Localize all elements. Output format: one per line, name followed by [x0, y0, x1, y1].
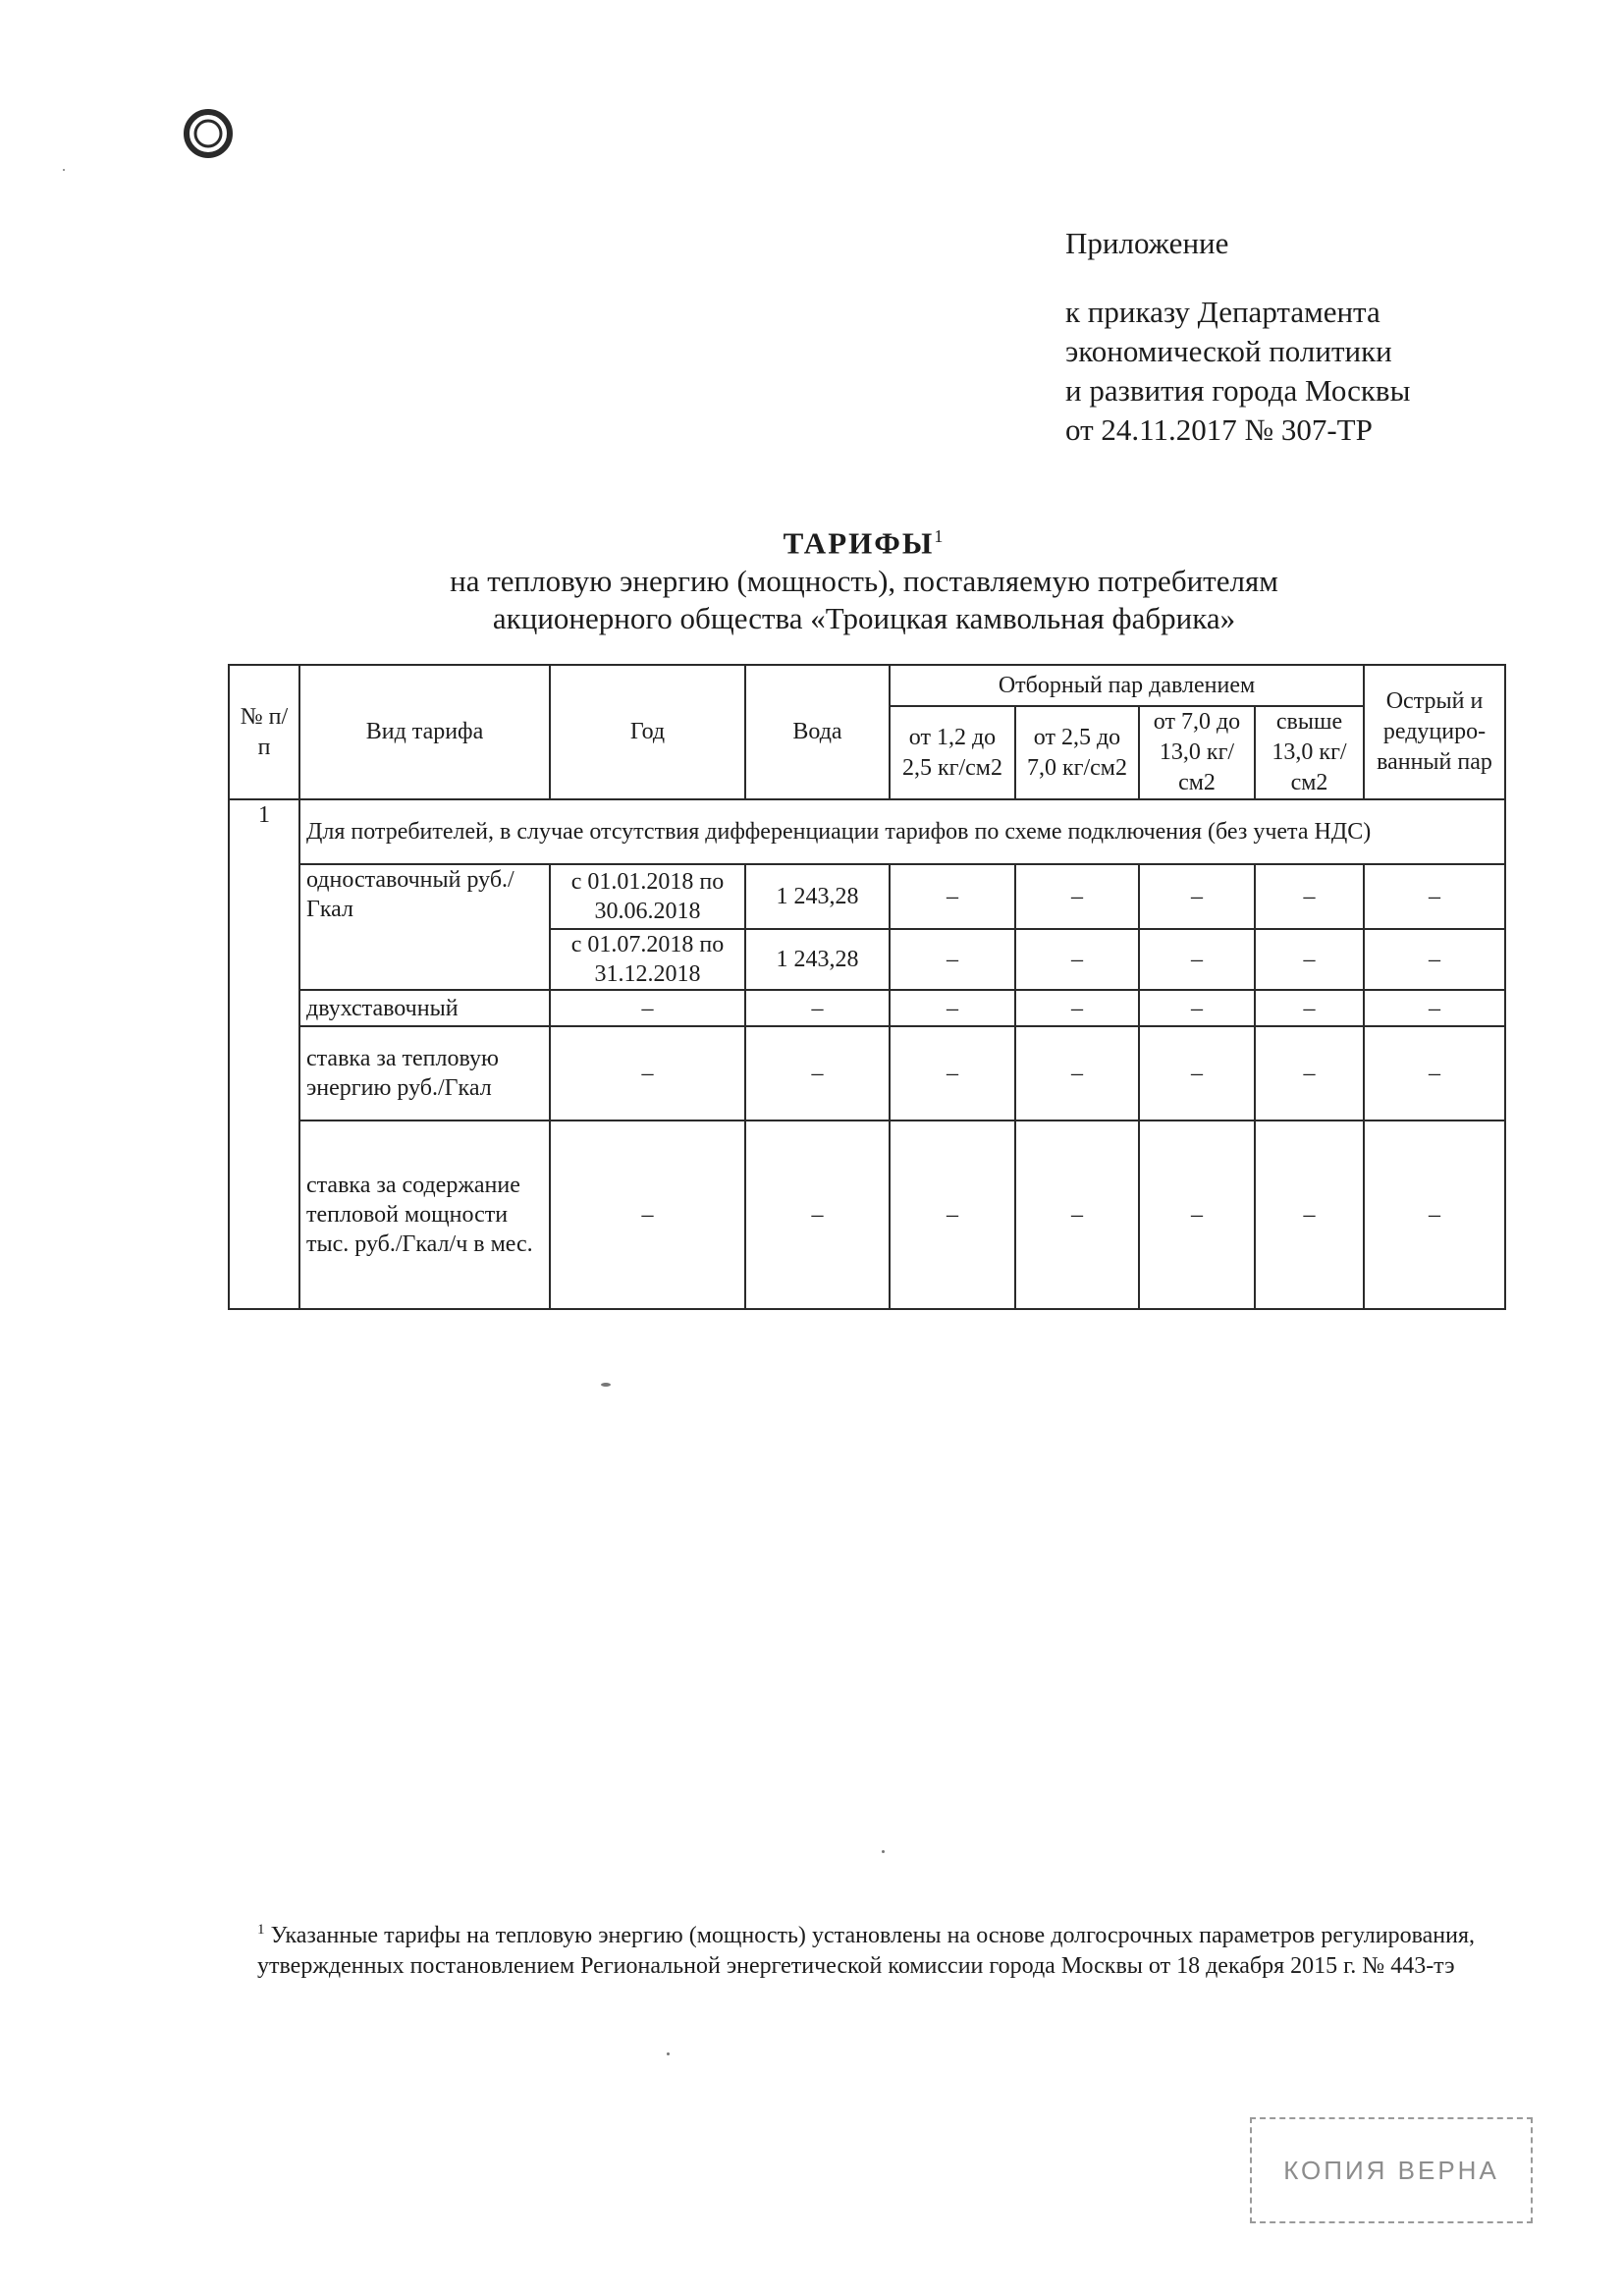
- title-main: [226, 517, 1502, 563]
- dash-cell: –: [890, 1121, 1015, 1309]
- single-water-2: 1 243,28: [745, 929, 890, 990]
- dash-cell: –: [1255, 1121, 1364, 1309]
- header-steam-2: от 2,5 до 7,0 кг/см2: [1015, 706, 1139, 799]
- header-steam-group: Отборный пар давлением: [890, 665, 1364, 706]
- heat-rate-label: ставка за тепловую энергию руб./Гкал: [299, 1026, 550, 1121]
- dash-cell: –: [745, 990, 890, 1026]
- dash-cell: –: [1255, 990, 1364, 1026]
- dash-cell: –: [550, 990, 745, 1026]
- appendix-block: [1065, 224, 1410, 450]
- appendix-line: от 24.11.2017 № 307-ТР: [1065, 412, 1373, 447]
- dash-cell: –: [890, 1026, 1015, 1121]
- dash-cell: –: [890, 929, 1015, 990]
- dash-cell: –: [1139, 990, 1255, 1026]
- footnote: [257, 1915, 1475, 1982]
- appendix-line: экономической политики: [1065, 334, 1392, 368]
- title-subtitle: на тепловую энергию (мощность), поставляемую потребителям: [450, 564, 1278, 599]
- header-year: Год: [550, 665, 745, 799]
- binder-hole-mark: [183, 108, 234, 159]
- header-sharp-steam: Острый и редуциро-ванный пар: [1364, 665, 1505, 799]
- dash-cell: –: [1255, 929, 1364, 990]
- two-rate-label: двухставочный: [299, 990, 550, 1026]
- table-row: [229, 1121, 1505, 1309]
- dash-cell: –: [1015, 864, 1139, 929]
- header-steam-1: от 1,2 до 2,5 кг/см2: [890, 706, 1015, 799]
- dash-cell: –: [1364, 990, 1505, 1026]
- dash-cell: –: [1364, 929, 1505, 990]
- dash-cell: –: [550, 1121, 745, 1309]
- single-water-1: 1 243,28: [745, 864, 890, 929]
- dash-cell: –: [1015, 929, 1139, 990]
- table-row: [229, 990, 1505, 1026]
- row-num: 1: [229, 799, 299, 1309]
- dash-cell: –: [890, 864, 1015, 929]
- table-row: [229, 1026, 1505, 1121]
- header-steam-3: от 7,0 до 13,0 кг/см2: [1139, 706, 1255, 799]
- scan-speck: [882, 1850, 885, 1853]
- title-subtitle: акционерного общества «Троицкая камвольная фабрика»: [492, 601, 1236, 636]
- document-title: [226, 517, 1502, 637]
- single-period-1: с 01.01.2018 по 30.06.2018: [550, 864, 745, 929]
- dash-cell: –: [1139, 1026, 1255, 1121]
- dash-cell: –: [1015, 1026, 1139, 1121]
- single-period-2: с 01.07.2018 по 31.12.2018: [550, 929, 745, 990]
- dash-cell: –: [1364, 864, 1505, 929]
- dash-cell: –: [1015, 1121, 1139, 1309]
- header-water: Вода: [745, 665, 890, 799]
- dash-cell: –: [745, 1026, 890, 1121]
- table-row: [229, 799, 1505, 864]
- header-type: Вид тарифа: [299, 665, 550, 799]
- header-num: № п/п: [229, 665, 299, 799]
- single-rate-label: одноставочный руб./Гкал: [299, 864, 550, 990]
- dash-cell: –: [890, 990, 1015, 1026]
- dash-cell: –: [1255, 1026, 1364, 1121]
- scan-speck: [667, 2052, 670, 2055]
- dash-cell: –: [1255, 864, 1364, 929]
- appendix-heading: Приложение: [1065, 226, 1229, 260]
- dash-cell: –: [1364, 1026, 1505, 1121]
- dash-cell: –: [1139, 1121, 1255, 1309]
- dash-cell: –: [745, 1121, 890, 1309]
- title-footnote-mark: 1: [934, 526, 946, 546]
- appendix-line: к приказу Департамента: [1065, 295, 1380, 329]
- dash-cell: –: [1364, 1121, 1505, 1309]
- dash-cell: –: [1015, 990, 1139, 1026]
- title-main-text: ТАРИФЫ: [783, 525, 935, 561]
- scan-speck: [601, 1383, 611, 1387]
- section-title: Для потребителей, в случае отсутствия дифференциации тарифов по схеме подключения (без учета НДС): [299, 799, 1505, 864]
- copy-certified-stamp: КОПИЯ ВЕРНА: [1250, 2117, 1533, 2223]
- footnote-text: Указанные тарифы на тепловую энергию (мощность) установлены на основе долгосрочных параметров регулирования, утвержденных постановлением Региональной энергетической комиссии города Москвы от 18 декабря 2015 г. № 443-тэ: [257, 1923, 1475, 1979]
- dash-cell: –: [550, 1026, 745, 1121]
- table-row: [229, 864, 1505, 929]
- table-header-row: [229, 665, 1505, 706]
- header-steam-4: свыше 13,0 кг/см2: [1255, 706, 1364, 799]
- scan-speck: [63, 169, 65, 171]
- dash-cell: –: [1139, 864, 1255, 929]
- dash-cell: –: [1139, 929, 1255, 990]
- footnote-mark: 1: [257, 1922, 265, 1938]
- appendix-line: и развития города Москвы: [1065, 373, 1411, 408]
- capacity-rate-label: ставка за содержание тепловой мощности тыс. руб./Гкал/ч в мес.: [299, 1121, 550, 1309]
- tariffs-table: [228, 664, 1506, 1310]
